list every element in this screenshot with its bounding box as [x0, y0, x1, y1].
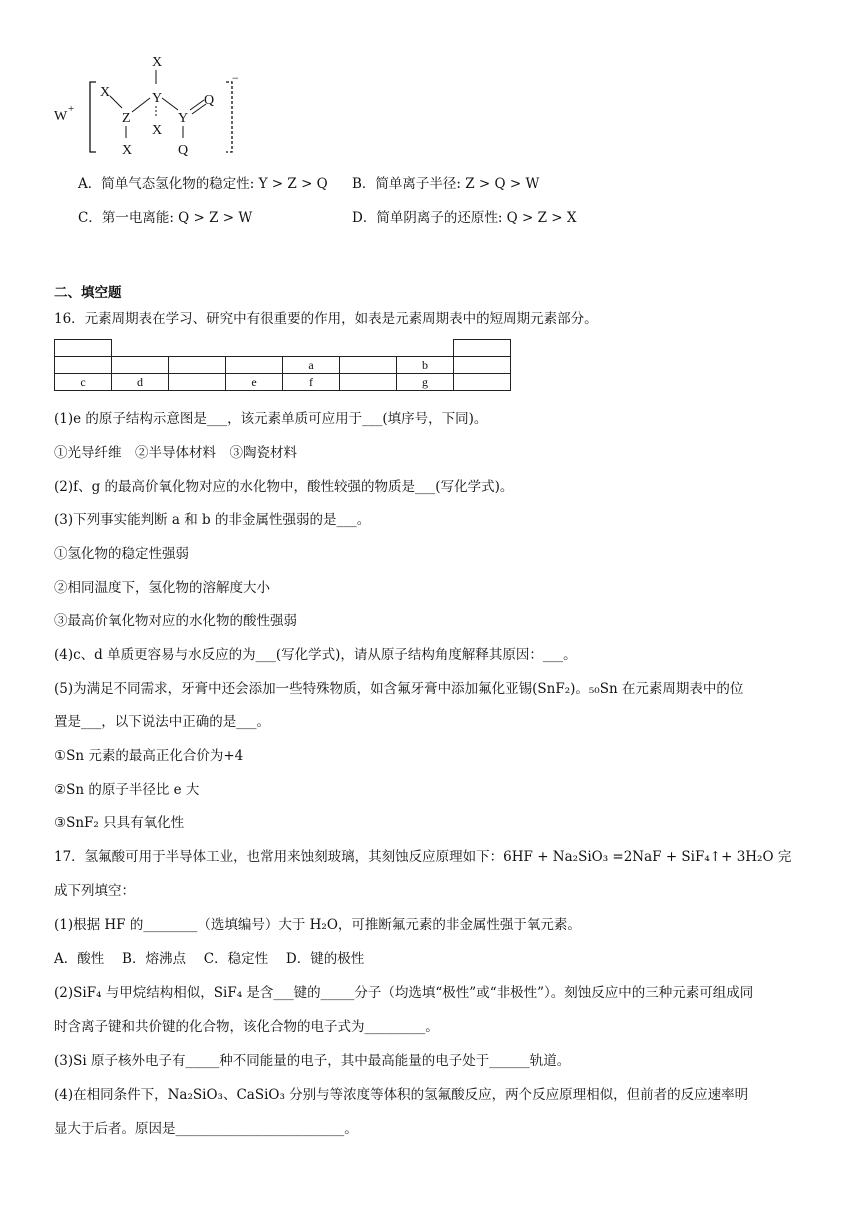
table-row [55, 340, 511, 357]
q16-part3-option3: ③最高价氧化物对应的水化物的酸性强弱 [54, 613, 297, 629]
cation-charge: + [68, 103, 75, 115]
table-cell [340, 357, 397, 374]
bond-line [162, 98, 178, 110]
table-row [55, 374, 511, 391]
molecular-structure-diagram [52, 52, 252, 160]
q17-stem-line1: 17．氢氟酸可用于半导体工业，也常用来蚀刻玻璃，其刻蚀反应原理如下：6HF + Na₂SiO₃ =2NaF + SiF₄↑+ 3H₂O 完 [54, 849, 792, 865]
atom-x-bottom-left: X [122, 143, 133, 158]
q16-part5-line1: (5)为满足不同需求，牙膏中还会添加一些特殊物质，如含氟牙膏中添加氟化亚锡(SnF₂)。₅₀Sn 在元素周期表中的位 [54, 681, 744, 697]
q16-part5-line2: 置是___，以下说法中正确的是___。 [54, 714, 270, 730]
q17-stem-line2: 成下列填空： [54, 883, 135, 899]
option-a: A．简单气态氢化物的稳定性: Y > Z > Q [78, 176, 328, 192]
q17-part2-line2: 时含离子键和共价键的化合物，该化合物的电子式为_________。 [54, 1019, 439, 1035]
table-cell: g [397, 374, 454, 391]
section-title: 二、填空题 [54, 285, 122, 301]
table-cell [454, 340, 511, 357]
q16-part1-options: ①光导纤维 ②半导体材料 ③陶瓷材料 [54, 445, 297, 461]
table-cell: e [226, 374, 283, 391]
bond-line [132, 98, 150, 112]
table-cell [340, 374, 397, 391]
table-cell [169, 357, 226, 374]
cation-symbol: W [54, 109, 68, 124]
q17-part1: (1)根据 HF 的________（选填编号）大于 H₂O，可推断氟元素的非金属性强于氧元素。 [54, 917, 581, 933]
q17-part4-line1: (4)在相同条件下，Na₂SiO₃、CaSiO₃ 分别与等浓度等体积的氢氟酸反应，两个反应原理相似，但前者的反应速率明 [54, 1087, 749, 1103]
table-cell [454, 374, 511, 391]
q17-part1-options: A．酸性 B．熔沸点 C．稳定性 D．键的极性 [54, 951, 365, 967]
table-cell [55, 357, 112, 374]
atom-x-under-y: X [152, 123, 163, 138]
table-row [55, 357, 511, 374]
q17-part2-line1: (2)SiF₄ 与甲烷结构相似，SiF₄ 是含___键的_____分子（均选填“极性”或“非极性”）。刻蚀反应中的三种元素可组成同 [54, 985, 754, 1001]
q16-part5-option2: ②Sn 的原子半径比 e 大 [54, 782, 200, 798]
table-cell: f [283, 374, 340, 391]
atom-z: Z [122, 111, 131, 126]
q16-part5-option1: ①Sn 元素的最高正化合价为+4 [54, 748, 244, 764]
left-bracket [90, 82, 96, 152]
table-cell: b [397, 357, 454, 374]
periodic-table-fragment [54, 339, 511, 391]
bond-line [190, 100, 204, 110]
q17-part3: (3)Si 原子核外电子有_____种不同能量的电子，其中最高能量的电子处于______轨道。 [54, 1053, 571, 1069]
atom-y-right: Y [178, 111, 189, 126]
atom-x-top: X [152, 55, 163, 70]
q16-part3-option1: ①氢化物的稳定性强弱 [54, 546, 189, 562]
table-cell: d [112, 374, 169, 391]
atom-q-right: Q [204, 93, 215, 108]
q16-part1: (1)e 的原子结构示意图是___，该元素单质可应用于___(填序号，下同)。 [54, 411, 488, 427]
q16-stem: 16．元素周期表在学习、研究中有很重要的作用，如表是元素周期表中的短周期元素部分。 [54, 311, 598, 327]
table-cell: c [55, 374, 112, 391]
atom-q-bottom: Q [178, 143, 189, 158]
bond-line [110, 96, 122, 108]
q16-part3-option2: ②相同温度下，氢化物的溶解度大小 [54, 580, 270, 596]
anion-charge: − [232, 71, 239, 85]
table-cell [112, 357, 169, 374]
q16-part5-option3: ③SnF₂ 只具有氧化性 [54, 815, 185, 831]
option-d: D．简单阴离子的还原性: Q > Z > X [352, 210, 577, 226]
atom-x-left: X [100, 85, 111, 100]
table-cell: a [283, 357, 340, 374]
q17-part4-line2: 显大于后者。原因是_________________________。 [54, 1121, 358, 1137]
table-cell [226, 357, 283, 374]
atom-y-center: Y [152, 91, 163, 106]
table-cell [169, 374, 226, 391]
table-cell [55, 340, 112, 357]
option-c: C．第一电离能: Q > Z > W [78, 210, 253, 226]
option-b: B．简单离子半径: Z > Q > W [352, 176, 540, 192]
q16-part4: (4)c、d 单质更容易与水反应的为___(写化学式)，请从原子结构角度解释其原因：___。 [54, 647, 577, 663]
right-bracket [226, 82, 232, 152]
q16-part3: (3)下列事实能判断 a 和 b 的非金属性强弱的是___。 [54, 512, 371, 528]
table-cell [454, 357, 511, 374]
q16-part2: (2)f、g 的最高价氧化物对应的水化物中，酸性较强的物质是___(写化学式)。 [54, 479, 514, 495]
